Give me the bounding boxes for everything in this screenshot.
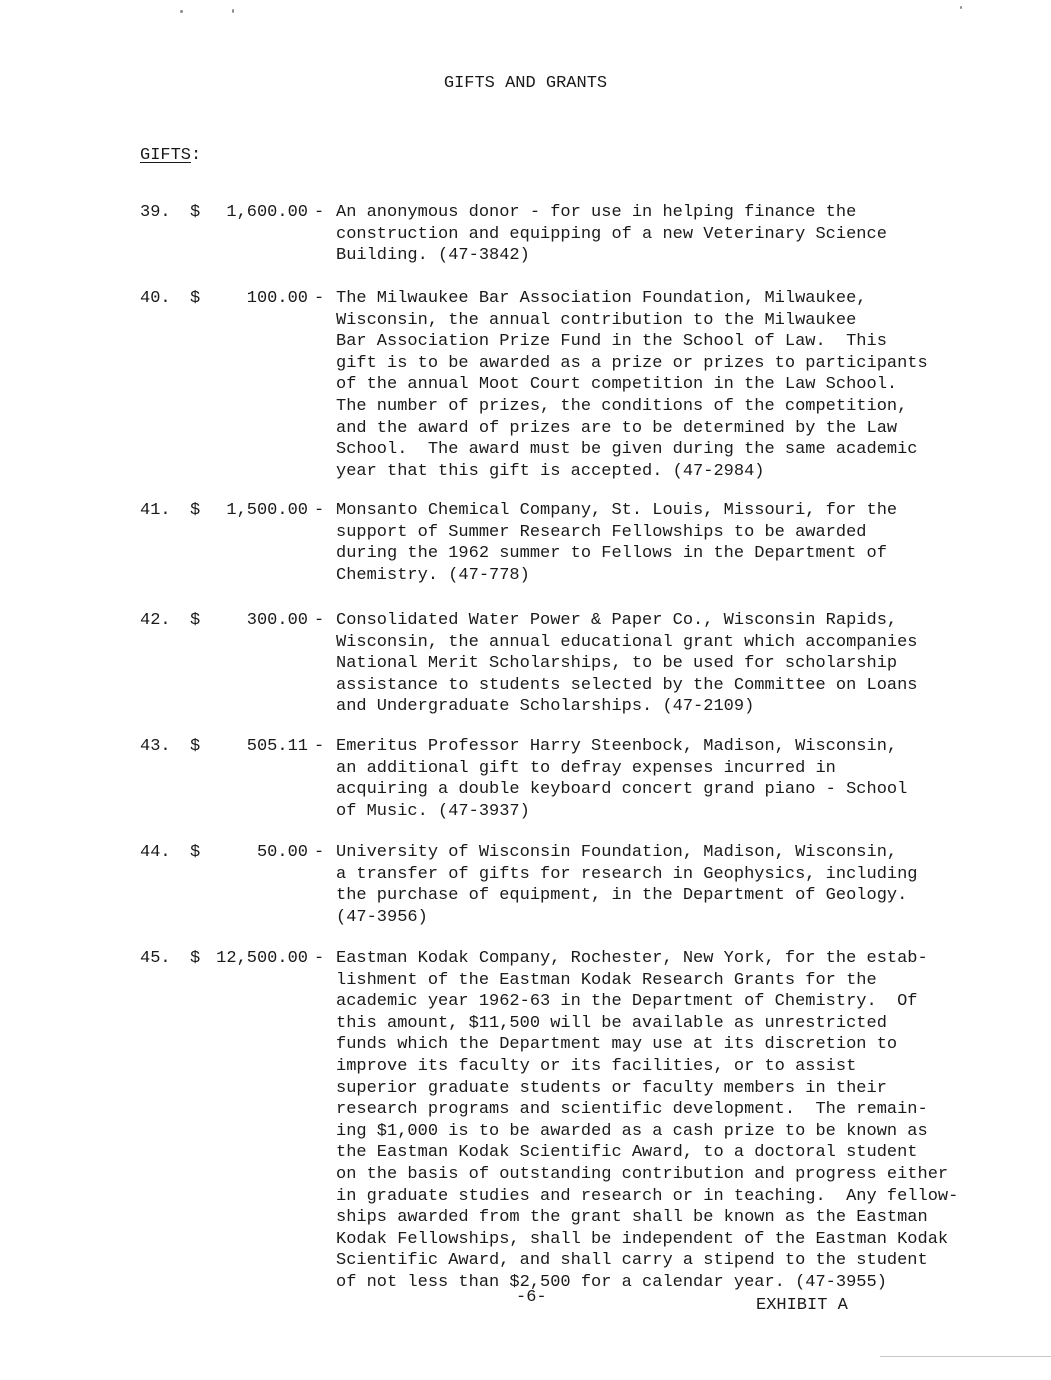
gift-entry-description-line: construction and equipping of a new Veterinary Science	[336, 224, 887, 244]
gift-entry-description	[336, 948, 976, 1294]
gift-entry-description	[336, 736, 976, 822]
gift-entry-number: 43.	[140, 737, 171, 756]
page-number: -6-	[516, 1288, 547, 1307]
gift-entry-number: 39.	[140, 203, 171, 222]
gift-entry-description-line: Chemistry. (47-778)	[336, 565, 530, 585]
gift-entry-number: 42.	[140, 611, 171, 630]
scan-speck	[180, 10, 183, 13]
gift-entry-description-line: in graduate studies and research or in teaching. Any fellow-	[336, 1186, 959, 1206]
gift-entry-description-line: Kodak Fellowships, shall be independent of the Eastman Kodak	[336, 1229, 949, 1249]
gift-entry-description-line: lishment of the Eastman Kodak Research Grants for the	[336, 970, 877, 990]
gift-entry-number: 44.	[140, 843, 171, 862]
gift-entry-dash: -	[314, 611, 325, 630]
gift-entry-description-line: Monsanto Chemical Company, St. Louis, Missouri, for the	[336, 501, 898, 520]
section-heading	[140, 146, 201, 165]
gift-entry-description-line: National Merit Scholarships, to be used for scholarship	[336, 654, 898, 674]
gift-entry-number: 45.	[140, 949, 171, 968]
gift-entry-dash: -	[314, 289, 325, 308]
section-heading-label: GIFTS	[140, 146, 192, 165]
gift-entry-amount: 1,600.00	[226, 203, 308, 222]
gift-entry-description-line: The number of prizes, the conditions of the competition,	[336, 396, 908, 416]
page-title: GIFTS AND GRANTS	[443, 74, 608, 93]
gift-entry-description-line: assistance to students selected by the Committee on Loans	[336, 675, 918, 695]
gift-entry-dash: -	[314, 737, 325, 756]
scan-speck	[960, 6, 962, 9]
scan-edge-line	[880, 1356, 1051, 1357]
gift-entry-description-line: and Undergraduate Scholarships. (47-2109)	[336, 697, 755, 717]
gift-entry-description-line: academic year 1962-63 in the Department of Chemistry. Of	[336, 992, 918, 1012]
gift-entry-description-line: ships awarded from the grant shall be known as the Eastman	[336, 1208, 928, 1228]
gift-entry-description-line: during the 1962 summer to Fellows in the Department of	[336, 544, 887, 564]
gift-entry-description-line: on the basis of outstanding contribution and progress either	[336, 1164, 949, 1184]
gift-entry-description-line: superior graduate students or faculty members in their	[336, 1078, 887, 1098]
gift-entry-currency: $	[190, 611, 201, 630]
gift-entry-amount: 100.00	[246, 289, 308, 308]
gift-entry-dash: -	[314, 949, 325, 968]
gift-entry-description-line: ing $1,000 is to be awarded as a cash prize to be known as	[336, 1121, 928, 1141]
gift-entry-description-line: acquiring a double keyboard concert grand piano - School	[336, 780, 908, 800]
gift-entry-description-line: an additional gift to defray expenses incurred in	[336, 758, 836, 778]
gift-entry-amount: 50.00	[256, 843, 308, 862]
gift-entry-currency: $	[190, 203, 201, 222]
scan-speck	[232, 9, 234, 13]
gift-entry-description-line: improve its faculty or its facilities, or to assist	[336, 1056, 857, 1076]
gift-entry-currency: $	[190, 843, 201, 862]
gift-entry-description-line: Wisconsin, the annual contribution to the Milwaukee	[336, 310, 857, 330]
gift-entry-description-line: of not less than $2,500 for a calendar year. (47-3955)	[336, 1272, 887, 1292]
gift-entry-amount: 300.00	[246, 611, 308, 630]
gift-entry-description-line: this amount, $11,500 will be available as unrestricted	[336, 1013, 887, 1033]
gift-entry-description-line: Consolidated Water Power & Paper Co., Wisconsin Rapids,	[336, 611, 898, 630]
gift-entry-dash: -	[314, 501, 325, 520]
gift-entry-currency: $	[190, 289, 201, 308]
gift-entry-description	[336, 610, 976, 718]
gift-entry-description-line: funds which the Department may use at its discretion to	[336, 1035, 898, 1055]
gift-entry-amount: 12,500.00	[216, 949, 308, 968]
gift-entry-description-line: Emeritus Professor Harry Steenbock, Madison, Wisconsin,	[336, 737, 898, 756]
gift-entry-description-line: support of Summer Research Fellowships to be awarded	[336, 522, 867, 542]
gift-entry-description	[336, 500, 976, 586]
gift-entry-description-line: An anonymous donor - for use in helping finance the	[336, 203, 857, 222]
gift-entry-description	[336, 842, 976, 928]
gift-entry-description-line: Wisconsin, the annual educational grant which accompanies	[336, 632, 918, 652]
gift-entry-number: 41.	[140, 501, 171, 520]
gift-entry-description-line: Bar Association Prize Fund in the School of Law. This	[336, 332, 887, 352]
gift-entry-dash: -	[314, 203, 325, 222]
gift-entry-currency: $	[190, 737, 201, 756]
gift-entry-description-line: gift is to be awarded as a prize or prizes to participants	[336, 353, 928, 373]
gift-entry-description-line: of the annual Moot Court competition in the Law School.	[336, 375, 898, 395]
gift-entry-description-line: (47-3956)	[336, 907, 428, 927]
gift-entry-description-line: year that this gift is accepted. (47-2984)	[336, 461, 765, 481]
gift-entry-description-line: School. The award must be given during the same academic	[336, 440, 918, 460]
gift-entry-amount: 1,500.00	[226, 501, 308, 520]
gift-entry-description-line: research programs and scientific development. The remain-	[336, 1100, 928, 1120]
gift-entry-description-line: of Music. (47-3937)	[336, 801, 530, 821]
gift-entry-dash: -	[314, 843, 325, 862]
gift-entry-description-line: and the award of prizes are to be determined by the Law	[336, 418, 898, 438]
gift-entry-currency: $	[190, 949, 201, 968]
gift-entry-description-line: University of Wisconsin Foundation, Madison, Wisconsin,	[336, 843, 898, 862]
gift-entry-description-line: Eastman Kodak Company, Rochester, New York, for the estab-	[336, 949, 928, 968]
exhibit-label: EXHIBIT A	[756, 1296, 848, 1315]
gift-entry-description	[336, 288, 976, 482]
gift-entry-description-line: the purchase of equipment, in the Department of Geology.	[336, 886, 908, 906]
gift-entry-description-line: Building. (47-3842)	[336, 246, 530, 266]
gift-entry-number: 40.	[140, 289, 171, 308]
gift-entry-currency: $	[190, 501, 201, 520]
gift-entry-description	[336, 202, 976, 267]
gift-entry-description-line: the Eastman Kodak Scientific Award, to a doctoral student	[336, 1143, 918, 1163]
gift-entry-description-line: The Milwaukee Bar Association Foundation, Milwaukee,	[336, 289, 867, 308]
gift-entry-amount: 505.11	[246, 737, 308, 756]
gift-entry-description-line: a transfer of gifts for research in Geophysics, including	[336, 864, 918, 884]
section-heading-colon: :	[191, 146, 202, 165]
gift-entry-description-line: Scientific Award, and shall carry a stipend to the student	[336, 1251, 928, 1271]
